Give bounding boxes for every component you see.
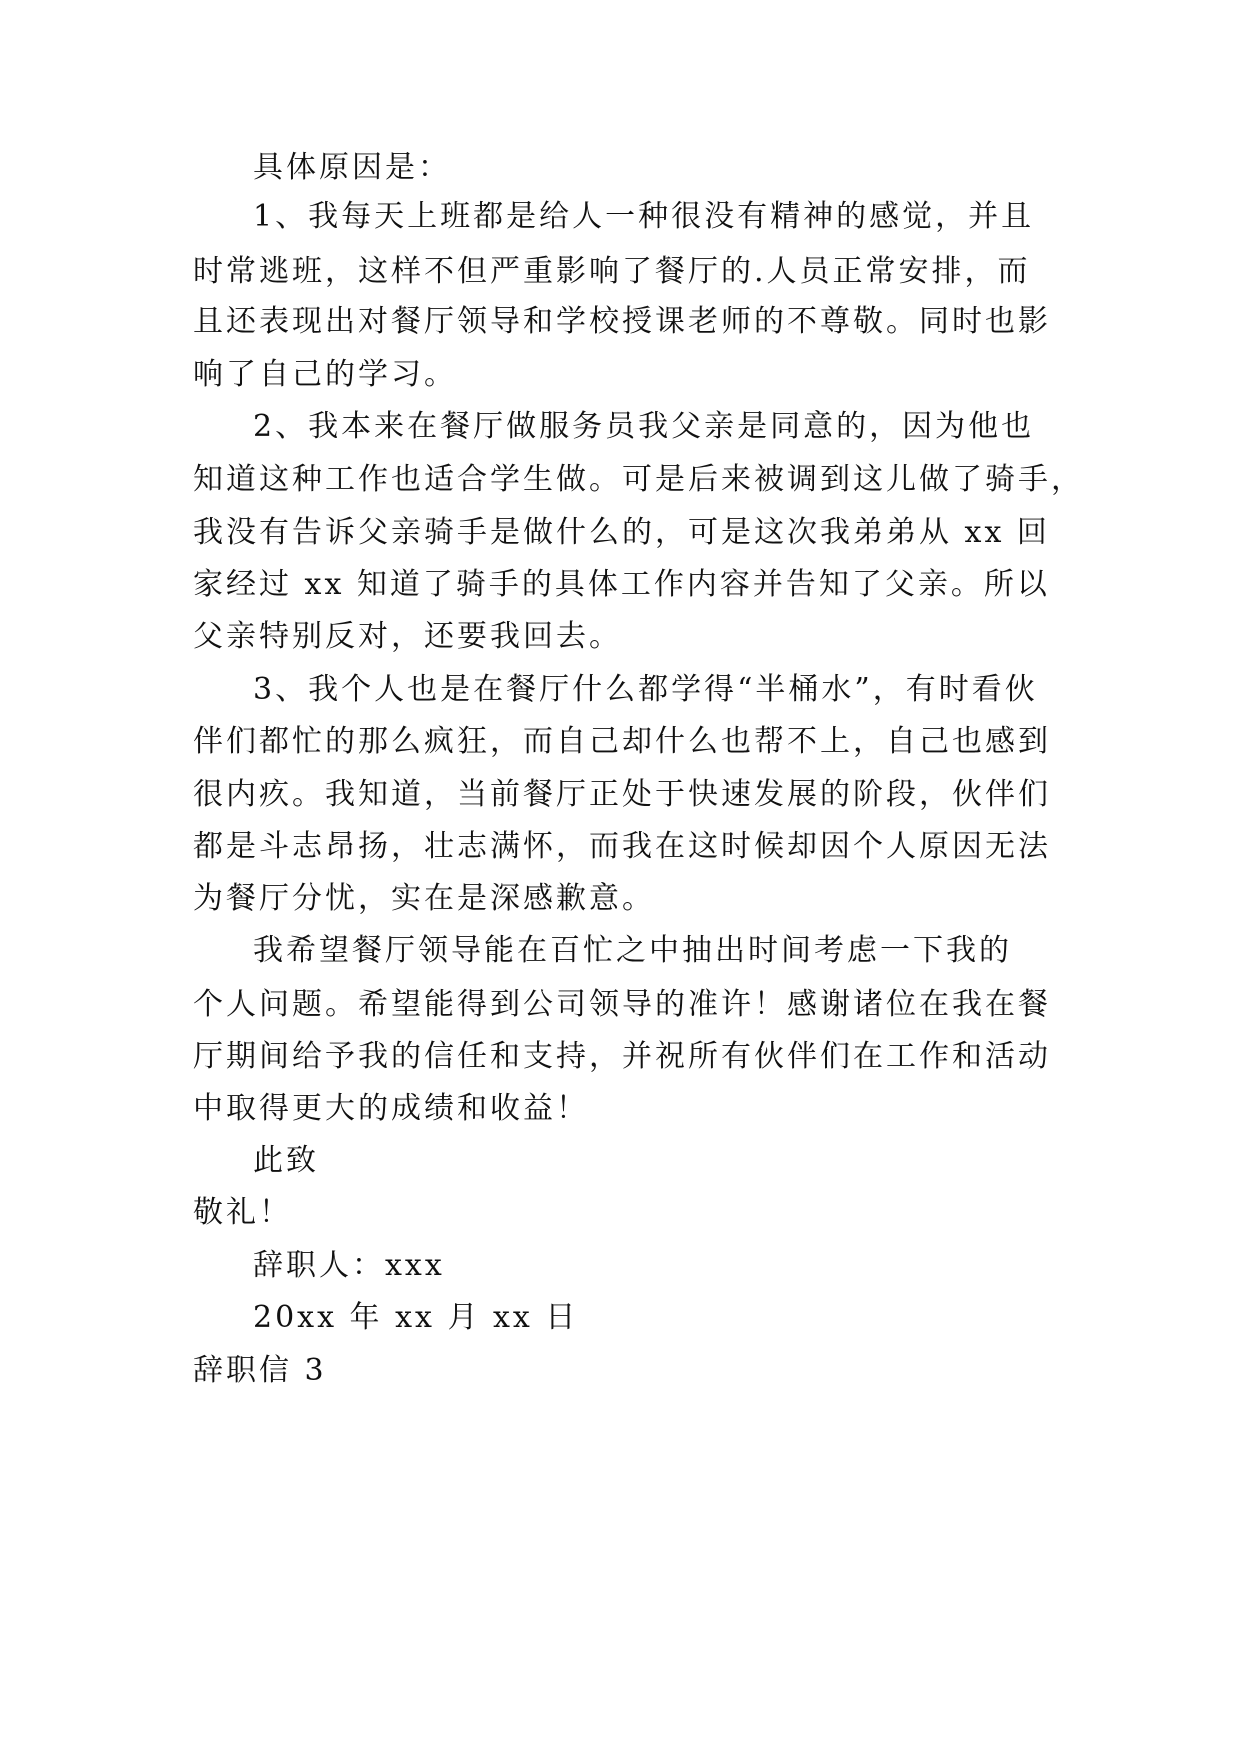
- text-line: 我没有告诉父亲骑手是做什么的，可是这次我弟弟从 xx 回: [193, 515, 1050, 550]
- text-line: 3、我个人也是在餐厅什么都学得“半桶水”，有时看伙: [253, 672, 1038, 707]
- text-line: 个人问题。希望能得到公司领导的准许！感谢诸位在我在餐: [193, 987, 1051, 1022]
- section-heading: 辞职信 3: [193, 1353, 327, 1388]
- text-line: 我希望餐厅领导能在百忙之中抽出时间考虑一下我的: [253, 933, 1012, 968]
- text-line: 知道这种工作也适合学生做。可是后来被调到这儿做了骑手，: [193, 462, 1084, 497]
- text-line: 时常逃班，这样不但严重影响了餐厅的.人员正常安排，而: [193, 254, 1031, 289]
- text-line: 此致: [253, 1143, 319, 1178]
- text-line: 敬礼！: [193, 1195, 292, 1230]
- text-line: 中取得更大的成绩和收益！: [193, 1091, 589, 1126]
- text-line: 为餐厅分忧，实在是深感歉意。: [193, 881, 655, 916]
- text-line: 2、我本来在餐厅做服务员我父亲是同意的，因为他也: [253, 409, 1035, 444]
- text-line: 厅期间给予我的信任和支持，并祝所有伙伴们在工作和活动: [193, 1039, 1051, 1074]
- text-line: 响了自己的学习。: [193, 357, 457, 392]
- text-line: 父亲特别反对，还要我回去。: [193, 619, 622, 654]
- text-line: 且还表现出对餐厅领导和学校授课老师的不尊敬。同时也影: [193, 304, 1051, 339]
- text-line: 都是斗志昂扬，壮志满怀，而我在这时候却因个人原因无法: [193, 829, 1051, 864]
- text-line: 具体原因是：: [253, 150, 451, 185]
- text-line: 很内疚。我知道，当前餐厅正处于快速发展的阶段，伙伴们: [193, 777, 1051, 812]
- date-line: 20xx 年 xx 月 xx 日: [253, 1300, 579, 1335]
- text-line: 伴们都忙的那么疯狂，而自己却什么也帮不上，自己也感到: [193, 724, 1051, 759]
- text-line: 1、我每天上班都是给人一种很没有精神的感觉，并且: [253, 199, 1035, 234]
- text-line: 家经过 xx 知道了骑手的具体工作内容并告知了父亲。所以: [193, 567, 1050, 602]
- signature-line: 辞职人：xxx: [253, 1248, 445, 1283]
